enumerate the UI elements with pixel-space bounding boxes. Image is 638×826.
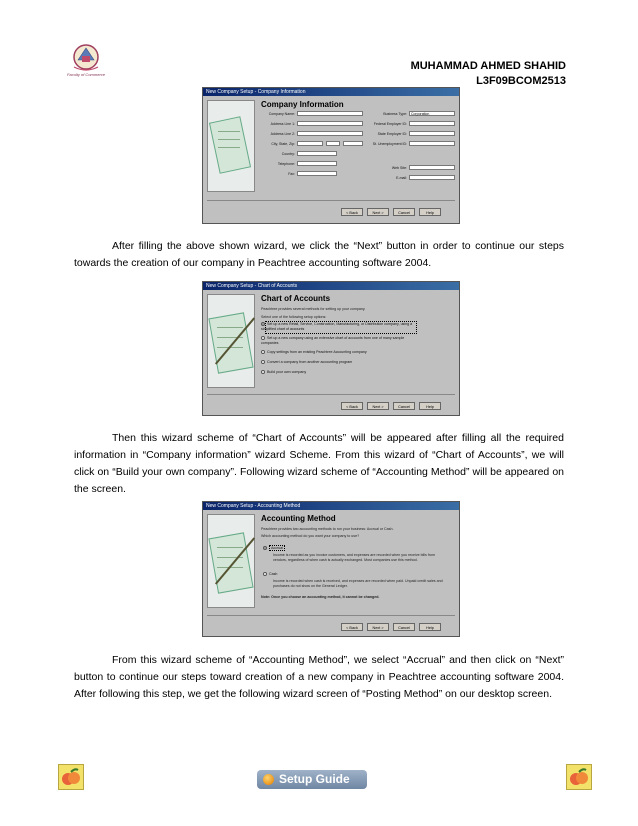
help-button[interactable]: Help — [419, 402, 441, 410]
address-line2-field[interactable] — [297, 131, 363, 136]
select-text: Select one of the following setup options: — [261, 315, 327, 319]
author-name: MUHAMMAD AHMED SHAHID — [410, 60, 566, 72]
state-field[interactable] — [326, 141, 340, 146]
option-label: Copy settings from an existing Peachtree Accounting company — [267, 350, 367, 354]
zip-field[interactable] — [343, 141, 363, 146]
logo-caption: Faculty of Commerce — [66, 72, 105, 77]
accrual-description: Income is recorded as you invoice customers, and expenses are recorded when you receive bills from vendors, regardless of when cash is actually exchanged. Most companies use this method. — [273, 553, 435, 562]
window-title: New Company Setup - Chart of Accounts — [203, 282, 459, 290]
radio-icon[interactable] — [261, 370, 265, 374]
next-button[interactable]: Next > — [367, 402, 389, 410]
fax-field[interactable] — [297, 171, 337, 176]
unemployment-id-field[interactable] — [409, 141, 455, 146]
option-label: Set up a new company using an extensive chart of accounts from one of many sample companies — [261, 336, 405, 345]
address-line1-field[interactable] — [297, 121, 363, 126]
next-button[interactable]: Next > — [367, 623, 389, 631]
cancel-button[interactable]: Cancel — [393, 208, 415, 216]
cancel-button[interactable]: Cancel — [393, 623, 415, 631]
wizard-side-image — [207, 100, 255, 192]
telephone-field[interactable] — [297, 161, 337, 166]
option-copy[interactable] — [261, 350, 367, 354]
option-label: Set up a new Retail, Service, Construction, Manufacturing, or Distribution company, using a simplified chart of accounts — [261, 322, 413, 331]
next-button[interactable]: Next > — [367, 208, 389, 216]
state-id-field[interactable] — [409, 131, 455, 136]
field-label: Address Line 2: — [270, 132, 295, 136]
field-label: Federal Employer ID: — [373, 122, 407, 126]
radio-icon[interactable] — [263, 546, 267, 550]
intro-text: Peachtree provides several methods for setting up your company. — [261, 307, 366, 311]
panel-heading: Accounting Method — [261, 514, 336, 523]
back-button[interactable]: < Back — [341, 208, 363, 216]
note-text: Note: Once you choose an accounting method, it cannot be changed. — [261, 595, 380, 599]
website-field[interactable] — [409, 165, 455, 170]
field-label: Fax: — [288, 172, 295, 176]
back-button[interactable]: < Back — [341, 402, 363, 410]
author-block — [411, 59, 566, 89]
help-button[interactable]: Help — [419, 208, 441, 216]
option-extensive[interactable] — [261, 336, 416, 345]
paragraph-2: Then this wizard scheme of “Chart of Accounts” will be appeared after filling all the required information in “Company information” wizard Scheme. From this wizard of “Chart of Accounts”, we will click on “Build your own company”. Following wizard scheme of “Accounting Method” will be appeared on the screen. — [74, 432, 564, 495]
field-label: State Employer ID: — [377, 132, 407, 136]
email-field[interactable] — [409, 175, 455, 180]
chart-of-accounts-screenshot — [202, 281, 460, 416]
window-title: New Company Setup - Accounting Method — [203, 502, 459, 510]
option-cash[interactable] — [263, 572, 277, 576]
option-label: Build your own company — [267, 370, 307, 374]
field-label: St. Unemployment ID: — [372, 142, 407, 146]
peach-right-icon — [566, 764, 592, 790]
peach-left-icon — [58, 764, 84, 790]
panel-heading: Chart of Accounts — [261, 294, 331, 303]
option-simplified[interactable] — [261, 322, 416, 331]
option-label: Cash — [269, 572, 278, 576]
wizard-buttons — [341, 623, 441, 631]
wizard-buttons — [341, 402, 441, 410]
radio-icon[interactable] — [263, 572, 267, 576]
field-label: Company Name: — [268, 112, 295, 116]
field-label: Web Site: — [391, 166, 407, 170]
federal-id-field[interactable] — [409, 121, 455, 126]
radio-icon[interactable] — [261, 360, 265, 364]
option-label: Convert a company from another accounting program — [267, 360, 353, 364]
field-label: Country: — [281, 152, 295, 156]
question-text: Which accounting method do you want your company to use? — [261, 534, 360, 538]
wizard-side-image — [207, 514, 255, 608]
cash-description: Income is recorded when cash is received, and expenses are recorded when paid. Unpaid credit sales and purchases do not show on the General Ledger. — [273, 579, 443, 588]
option-convert[interactable] — [261, 360, 352, 364]
author-id: L3F09BCOM2513 — [476, 75, 566, 87]
option-accrual[interactable] — [263, 546, 285, 550]
field-label: E-mail: — [396, 176, 407, 180]
wizard-buttons — [341, 208, 441, 216]
radio-icon[interactable] — [261, 336, 265, 340]
cancel-button[interactable]: Cancel — [393, 402, 415, 410]
window-title: New Company Setup - Company Information — [203, 88, 459, 96]
paragraph-1: After filling the above shown wizard, we click the “Next” button in order to continue our steps towards the creation of our company in Peachtree accounting software 2004. — [74, 240, 564, 269]
paragraph-3: From this wizard scheme of “Accounting Method”, we select “Accrual” and then click on “Next” button to continue our steps toward creation of a new company in Peachtree accounting software 2004. After following this step, we get the following wizard screen of “Posting Method” on our desktop screen. — [74, 654, 564, 700]
intro-text: Peachtree provides two accounting methods to run your business: Accrual or Cash. — [261, 527, 394, 531]
accounting-method-screenshot — [202, 501, 460, 637]
faculty-logo — [64, 42, 108, 80]
city-field[interactable] — [297, 141, 323, 146]
guide-icon — [263, 774, 274, 785]
country-field[interactable] — [297, 151, 337, 156]
option-build-own[interactable] — [261, 370, 306, 374]
setup-guide-label: Setup Guide — [279, 772, 350, 786]
field-label: Business Type: — [383, 112, 407, 116]
radio-icon[interactable] — [261, 322, 265, 326]
option-label: Accrual — [271, 546, 283, 550]
company-name-field[interactable] — [297, 111, 363, 116]
business-type-select[interactable]: Corporation — [409, 111, 455, 116]
panel-heading: Company Information — [261, 100, 344, 109]
wizard-side-image — [207, 294, 255, 388]
company-information-screenshot — [202, 87, 460, 224]
field-label: City, State, Zip: — [271, 142, 295, 146]
field-label: Telephone: — [277, 162, 295, 166]
back-button[interactable]: < Back — [341, 623, 363, 631]
radio-icon[interactable] — [261, 350, 265, 354]
setup-guide-button[interactable] — [257, 770, 367, 789]
field-label: Address Line 1: — [270, 122, 295, 126]
help-button[interactable]: Help — [419, 623, 441, 631]
